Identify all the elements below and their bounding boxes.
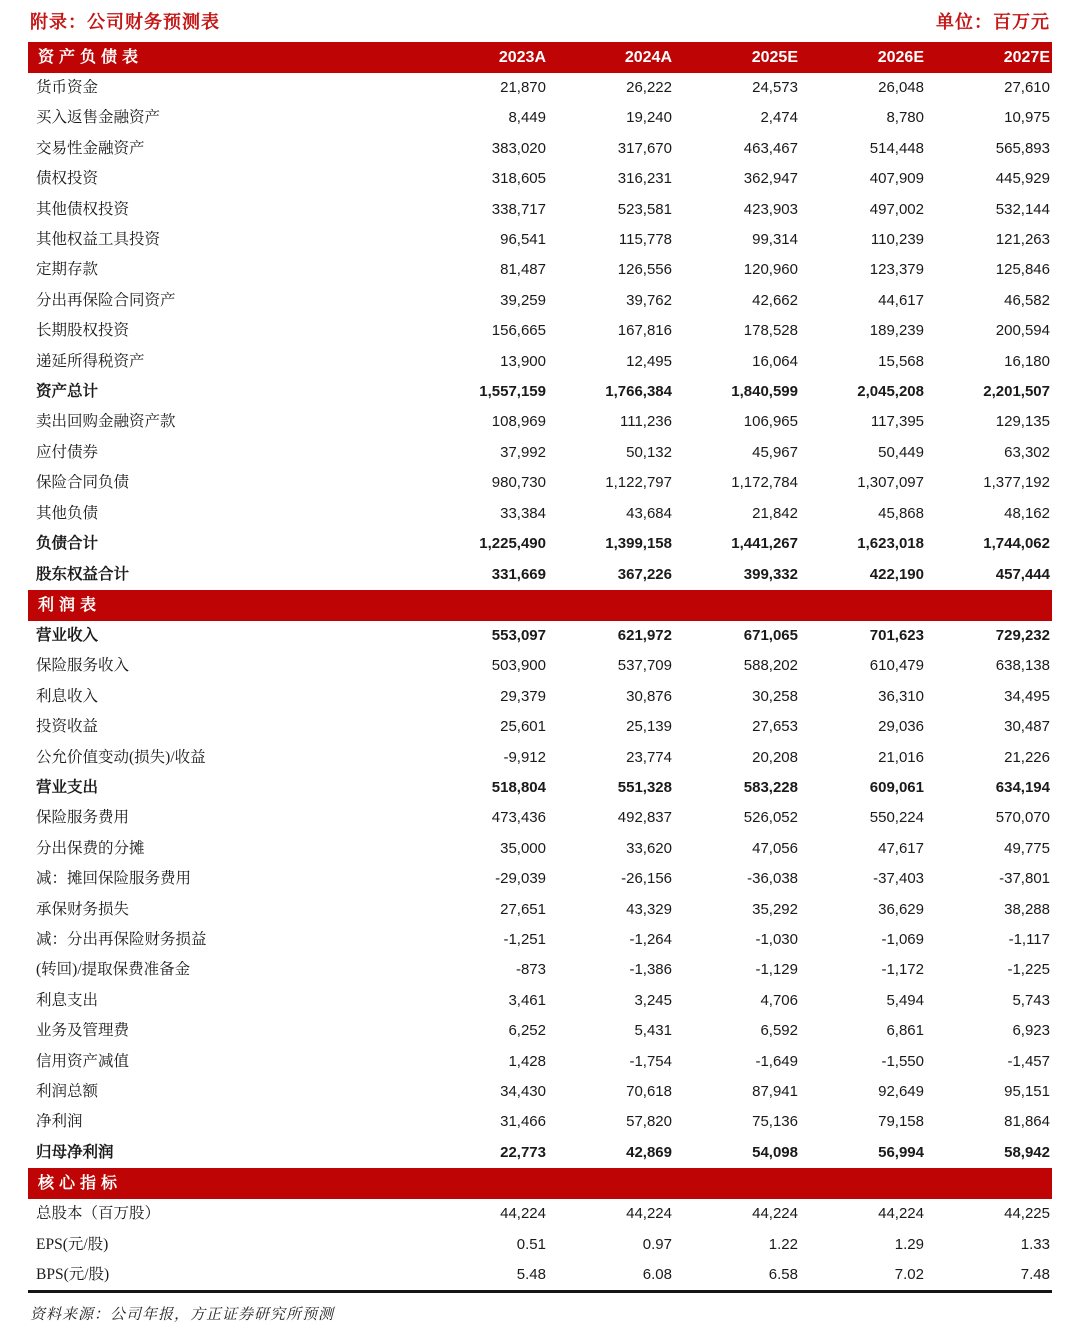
row-label: BPS(元/股) [36,1266,110,1284]
table-row [28,1138,1052,1168]
cell-value: 318,605 [491,170,546,188]
row-label: 其他权益工具投资 [36,231,161,249]
cell-value: 383,020 [491,139,546,157]
cell-value: 2,045,208 [857,383,924,401]
table-row [28,407,1052,437]
table-row [28,1107,1052,1137]
cell-value: 20,208 [752,748,798,766]
cell-value: 45,967 [752,443,798,461]
cell-value: 1,428 [508,1052,546,1070]
cell-value: 503,900 [491,657,546,675]
section-header-label: 利润表 [38,596,102,614]
cell-value: 463,467 [743,139,798,157]
cell-value: -1,030 [755,930,798,948]
cell-value: -37,403 [873,870,924,888]
row-label: 信用资产减值 [36,1052,130,1070]
row-label: 货币资金 [36,79,99,96]
row-label: 负债合计 [36,535,99,553]
cell-value: 156,665 [491,322,546,340]
cell-value: 115,778 [618,231,672,249]
cell-value: -1,754 [629,1052,672,1070]
cell-value: 24,573 [752,79,798,96]
row-label: 保险合同负债 [36,474,130,492]
cell-value: 7.02 [894,1266,924,1284]
cell-value: 129,135 [995,413,1050,431]
table-row [28,560,1052,590]
table-row [28,864,1052,894]
cell-value: 6,861 [886,1022,924,1040]
cell-value: 75,136 [752,1113,798,1131]
cell-value: 96,541 [500,231,546,249]
cell-value: 167,816 [617,322,672,340]
cell-value: 34,495 [1004,687,1050,705]
cell-value: 95,151 [1004,1083,1050,1100]
cell-value: 81,864 [1004,1113,1050,1131]
table-row [28,803,1052,833]
cell-value: 42,662 [752,291,798,309]
cell-value: 1,307,097 [857,474,924,492]
row-label: 其他债权投资 [36,200,130,218]
section-header-row-0 [28,42,1052,73]
cell-value: -1,117 [1008,930,1050,948]
cell-value: 13,900 [500,352,546,370]
cell-value: 457,444 [995,565,1050,583]
cell-value: -1,457 [1007,1052,1050,1070]
cell-value: 610,479 [869,657,924,675]
cell-value: 553,097 [491,626,546,644]
cell-value: 56,994 [878,1143,924,1161]
cell-value: 523,581 [617,200,672,218]
cell-value: 46,582 [1004,291,1050,309]
cell-value: 30,876 [626,687,672,705]
cell-value: 58,942 [1004,1143,1050,1161]
cell-value: 25,601 [500,718,546,736]
cell-value: 44,224 [500,1205,546,1223]
cell-value: 7.48 [1020,1266,1050,1284]
cell-value: 2,201,507 [983,383,1050,401]
cell-value: 473,436 [491,809,546,827]
cell-value: 57,820 [626,1113,672,1131]
cell-value: 87,941 [752,1083,798,1100]
table-row [28,834,1052,864]
cell-value: 42,869 [626,1143,672,1161]
cell-value: -36,038 [747,870,798,888]
row-label: 买入返售金融资产 [36,109,161,127]
table-row [28,499,1052,529]
cell-value: 331,669 [491,565,546,583]
row-label: 总股本（百万股） [36,1205,161,1223]
table-row [28,529,1052,559]
cell-value: 5,743 [1012,991,1050,1009]
cell-value: 2,474 [760,109,798,127]
table-row [28,743,1052,773]
cell-value: 44,224 [878,1205,924,1223]
cell-value: 1,172,784 [731,474,798,492]
cell-value: -26,156 [621,870,672,888]
cell-value: 6,923 [1012,1022,1050,1040]
row-label: EPS(元/股) [36,1235,109,1253]
cell-value: 5,431 [634,1022,672,1040]
row-label: 保险服务费用 [36,809,130,827]
cell-value: 30,258 [752,687,798,705]
source-note: 资料来源：公司年报，方正证券研究所预测 [30,1307,335,1324]
cell-value: 492,837 [617,809,672,827]
year-column-header: 2026E [877,49,924,66]
financial-forecast-table [28,42,1052,1293]
table-row [28,1016,1052,1046]
row-label: 卖出回购金融资产款 [36,413,176,431]
cell-value: 21,016 [878,748,924,766]
cell-value: -1,069 [881,930,924,948]
cell-value: 5.48 [516,1266,546,1284]
cell-value: 29,379 [500,687,546,705]
cell-value: 35,000 [500,839,546,857]
cell-value: 1,840,599 [731,383,798,401]
row-label: 递延所得税资产 [36,352,145,370]
cell-value: 189,239 [869,322,924,340]
section-header-label: 资产负债表 [38,49,144,66]
cell-value: 25,139 [626,718,672,736]
row-label: 营业支出 [36,778,99,796]
cell-value: 445,929 [995,170,1050,188]
table-row [28,438,1052,468]
cell-value: 120,960 [743,261,798,279]
cell-value: 570,070 [995,809,1050,827]
cell-value: 407,909 [869,170,924,188]
table-row [28,73,1052,103]
cell-value: 48,162 [1004,504,1050,522]
cell-value: 638,138 [995,657,1050,675]
cell-value: 6,592 [760,1022,798,1040]
cell-value: -37,801 [999,870,1050,888]
row-label: 债权投资 [36,170,99,188]
cell-value: 551,328 [617,778,672,796]
cell-value: 526,052 [743,809,798,827]
cell-value: -1,649 [755,1052,798,1070]
row-label: 分出保费的分摊 [36,839,145,857]
cell-value: 423,903 [743,200,798,218]
table-row [28,134,1052,164]
table-row [28,621,1052,651]
cell-value: 33,384 [500,504,546,522]
cell-value: 317,670 [617,139,672,157]
cell-value: 27,653 [752,718,798,736]
cell-value: 125,846 [995,261,1050,279]
section-header-row-2 [28,1168,1052,1199]
cell-value: 21,226 [1004,748,1050,766]
cell-value: 1,377,192 [983,474,1050,492]
table-row [28,164,1052,194]
cell-value: 121,263 [995,231,1050,249]
cell-value: 6.08 [642,1266,672,1284]
page-title: 附录：公司财务预测表 [30,12,220,32]
row-label: 减：摊回保险服务费用 [36,870,192,888]
cell-value: 497,002 [869,200,924,218]
cell-value: 565,893 [995,139,1050,157]
table-row [28,1047,1052,1077]
cell-value: 39,259 [500,291,546,309]
cell-value: 26,048 [878,79,924,96]
row-label: 净利润 [36,1113,83,1131]
cell-value: 39,762 [626,291,672,309]
cell-value: 26,222 [626,79,672,96]
cell-value: 19,240 [626,109,672,127]
cell-value: 980,730 [491,474,546,492]
cell-value: 54,098 [752,1143,798,1161]
table-row [28,1199,1052,1229]
year-column-header: 2025E [751,49,798,66]
row-label: 利息支出 [36,991,99,1009]
cell-value: 45,868 [878,504,924,522]
row-label: 承保财务损失 [36,900,130,918]
cell-value: 532,144 [995,200,1050,218]
cell-value: 33,620 [626,839,672,857]
cell-value: 50,449 [878,443,924,461]
cell-value: 1,122,797 [605,474,672,492]
cell-value: 44,224 [752,1205,798,1223]
cell-value: -29,039 [495,870,546,888]
cell-value: 5,494 [886,991,924,1009]
cell-value: 0.97 [642,1235,672,1253]
row-label: 公允价值变动(损失)/收益 [36,748,206,766]
cell-value: -9,912 [503,748,546,766]
cell-value: 178,528 [743,322,798,340]
cell-value: 588,202 [743,657,798,675]
cell-value: 362,947 [743,170,798,188]
cell-value: 81,487 [500,261,546,279]
table-row [28,468,1052,498]
cell-value: -873 [515,961,546,979]
row-label: 长期股权投资 [36,322,130,340]
cell-value: 43,329 [626,900,672,918]
cell-value: 50,132 [626,443,672,461]
section-header-label: 核心指标 [38,1175,123,1193]
table-row [28,255,1052,285]
year-column-header: 2027E [1003,49,1050,66]
section-header-row-1 [28,590,1052,621]
cell-value: 634,194 [995,778,1050,796]
cell-value: 49,775 [1004,839,1050,857]
cell-value: 1,557,159 [479,383,546,401]
cell-value: 27,610 [1004,79,1050,96]
row-label: 定期存款 [36,261,99,279]
cell-value: 23,774 [626,748,672,766]
table-row [28,195,1052,225]
cell-value: 399,332 [743,565,798,583]
table-row [28,925,1052,955]
table-row [28,1077,1052,1107]
row-label: 交易性金融资产 [36,139,145,157]
row-label: 应付债券 [36,443,99,461]
cell-value: 34,430 [500,1083,546,1100]
row-label: 分出再保险合同资产 [36,291,176,309]
row-label: 归母净利润 [36,1143,114,1161]
cell-value: 38,288 [1004,900,1050,918]
row-label: 其他负债 [36,504,99,522]
cell-value: 108,969 [491,413,546,431]
table-row [28,1260,1052,1292]
cell-value: 92,649 [878,1083,924,1100]
cell-value: 550,224 [869,809,924,827]
row-label: 利息收入 [36,687,99,705]
year-column-header: 2024A [624,49,672,66]
table-row [28,682,1052,712]
cell-value: 10,975 [1004,109,1050,127]
table-row [28,895,1052,925]
cell-value: -1,386 [629,961,672,979]
table-row [28,286,1052,316]
financial-forecast-table-body [28,42,1052,1292]
cell-value: 35,292 [752,900,798,918]
cell-value: 16,180 [1004,352,1050,370]
cell-value: 8,449 [508,109,546,127]
cell-value: -1,550 [881,1052,924,1070]
table-row [28,347,1052,377]
cell-value: 21,842 [752,504,798,522]
cell-value: 6,252 [508,1022,546,1040]
page-header [28,6,1052,42]
cell-value: 1.22 [768,1235,798,1253]
row-label: 减：分出再保险财务损益 [36,930,207,948]
cell-value: 1,441,267 [731,535,798,553]
cell-value: -1,264 [629,930,672,948]
cell-value: 4,706 [760,991,798,1009]
cell-value: 79,158 [878,1113,924,1131]
cell-value: 47,617 [878,839,924,857]
cell-value: -1,251 [503,930,546,948]
cell-value: 44,225 [1004,1205,1050,1223]
table-row [28,651,1052,681]
cell-value: 123,379 [869,261,924,279]
cell-value: 200,594 [995,322,1050,340]
cell-value: 0.51 [516,1235,546,1253]
row-label: 业务及管理费 [36,1022,130,1040]
cell-value: -1,172 [881,961,924,979]
row-label: 营业收入 [36,626,99,644]
cell-value: 537,709 [617,657,672,675]
cell-value: 117,395 [870,413,924,431]
cell-value: 29,036 [878,718,924,736]
table-row [28,1230,1052,1260]
table-row [28,712,1052,742]
cell-value: 1,225,490 [479,535,546,553]
cell-value: 21,870 [500,79,546,96]
cell-value: 36,629 [878,900,924,918]
unit-label: 单位：百万元 [936,12,1050,32]
table-row [28,103,1052,133]
cell-value: 514,448 [869,139,924,157]
row-label: 利润总额 [36,1083,99,1100]
row-label: 投资收益 [36,718,99,736]
table-row [28,955,1052,985]
cell-value: 44,617 [878,291,924,309]
cell-value: 99,314 [752,231,798,249]
cell-value: 106,965 [743,413,798,431]
cell-value: 6.58 [768,1266,798,1284]
table-row [28,225,1052,255]
cell-value: 22,773 [500,1143,546,1161]
cell-value: 338,717 [491,200,546,218]
cell-value: 609,061 [869,778,924,796]
row-label: 资产总计 [36,383,99,401]
cell-value: 12,495 [626,352,672,370]
cell-value: 621,972 [617,626,672,644]
row-label: 股东权益合计 [36,565,130,583]
cell-value: 1.33 [1020,1235,1050,1253]
cell-value: 36,310 [878,687,924,705]
cell-value: 110,239 [870,231,924,249]
cell-value: 701,623 [869,626,924,644]
table-row [28,773,1052,803]
cell-value: 15,568 [878,352,924,370]
cell-value: 70,618 [626,1083,672,1100]
cell-value: 518,804 [491,778,546,796]
cell-value: -1,129 [755,961,798,979]
cell-value: 31,466 [500,1113,546,1131]
cell-value: 8,780 [886,109,924,127]
cell-value: 126,556 [617,261,672,279]
table-row [28,316,1052,346]
row-label: 保险服务收入 [36,657,130,675]
cell-value: 583,228 [743,778,798,796]
cell-value: 111,236 [620,413,672,431]
cell-value: 30,487 [1004,718,1050,736]
cell-value: 1.29 [894,1235,924,1253]
cell-value: 3,461 [508,991,546,1009]
cell-value: 44,224 [626,1205,672,1223]
cell-value: 316,231 [617,170,672,188]
cell-value: 1,399,158 [605,535,672,553]
cell-value: 43,684 [626,504,672,522]
cell-value: 63,302 [1004,443,1050,461]
cell-value: 367,226 [617,565,672,583]
table-row [28,986,1052,1016]
cell-value: 671,065 [743,626,798,644]
year-column-header: 2023A [498,49,546,66]
cell-value: 37,992 [500,443,546,461]
row-label: (转回)/提取保费准备金 [36,961,191,979]
cell-value: 1,744,062 [983,535,1050,553]
cell-value: -1,225 [1007,961,1050,979]
cell-value: 47,056 [752,839,798,857]
cell-value: 1,623,018 [857,535,924,553]
table-row [28,377,1052,407]
cell-value: 1,766,384 [605,383,672,401]
cell-value: 729,232 [995,626,1050,644]
cell-value: 16,064 [752,352,798,370]
cell-value: 3,245 [634,991,672,1009]
cell-value: 422,190 [869,565,924,583]
cell-value: 27,651 [500,900,546,918]
